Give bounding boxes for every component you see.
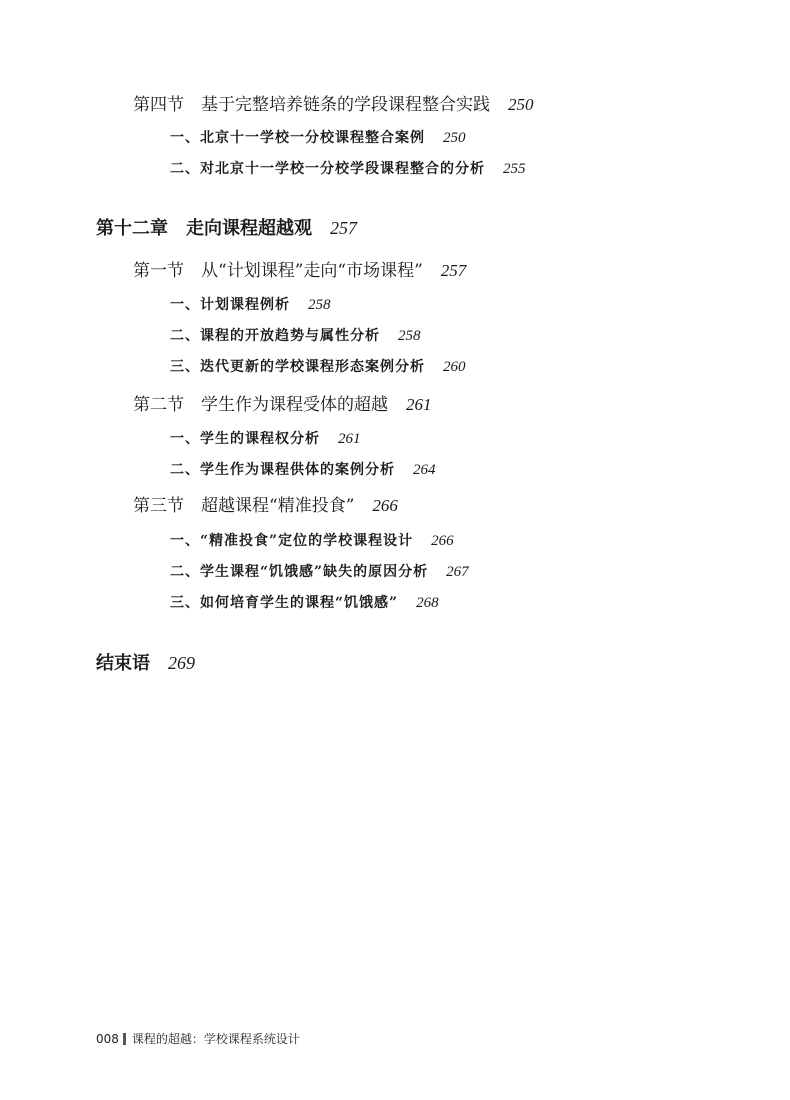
toc-item xyxy=(170,463,436,478)
toc-title: 一、“精准投食”定位的学校课程设计 xyxy=(170,533,414,549)
toc-page: 268 xyxy=(416,595,439,611)
toc-page: 266 xyxy=(372,496,398,515)
toc-item xyxy=(170,596,439,611)
toc-title: 二、对北京十一学校一分校学段课程整合的分析 xyxy=(170,161,485,177)
toc-conclusion xyxy=(96,654,195,673)
page-number: 008 xyxy=(96,1031,119,1046)
toc-item xyxy=(170,432,361,447)
toc-title: 第十二章 走向课程超越观 xyxy=(96,218,312,239)
footer-divider xyxy=(123,1033,126,1045)
toc-page: 258 xyxy=(398,328,421,344)
toc-title: 第二节 学生作为课程受体的超越 xyxy=(133,395,388,415)
toc-page: 258 xyxy=(308,297,331,313)
toc-title: 二、学生课程“饥饿感”缺失的原因分析 xyxy=(170,564,429,580)
book-title: 课程的超越：学校课程系统设计 xyxy=(131,1032,300,1046)
toc-title: 一、计划课程例析 xyxy=(170,297,290,313)
toc-title: 三、如何培育学生的课程“饥饿感” xyxy=(170,595,399,611)
toc-page: 257 xyxy=(440,261,467,280)
toc-title: 一、学生的课程权分析 xyxy=(170,431,320,447)
toc-title: 二、学生作为课程供体的案例分析 xyxy=(170,462,395,478)
toc-title: 三、迭代更新的学校课程形态案例分析 xyxy=(170,359,425,375)
toc-page: 266 xyxy=(431,533,454,549)
toc-section-1 xyxy=(133,262,466,280)
toc-item xyxy=(170,565,469,580)
toc-page: 261 xyxy=(406,395,432,414)
toc-item xyxy=(170,298,331,313)
toc-item xyxy=(170,131,466,146)
toc-chapter-12 xyxy=(96,219,357,238)
page-footer xyxy=(96,1030,300,1047)
toc-title: 第一节 从“计划课程”走向“市场课程” xyxy=(133,261,423,281)
toc-item xyxy=(170,329,421,344)
toc-page: 250 xyxy=(443,130,466,146)
toc-title: 第四节 基于完整培养链条的学段课程整合实践 xyxy=(133,95,490,115)
toc-page: 255 xyxy=(503,161,526,177)
toc-page: 257 xyxy=(330,218,357,238)
toc-title: 一、北京十一学校一分校课程整合案例 xyxy=(170,130,425,146)
toc-section-2 xyxy=(133,396,432,414)
toc-item xyxy=(170,360,466,375)
toc-page: 267 xyxy=(446,564,469,580)
toc-section-3 xyxy=(133,497,398,515)
toc-section-4 xyxy=(133,96,534,114)
toc-item xyxy=(170,534,454,549)
toc-page: 261 xyxy=(338,431,361,447)
toc-title: 结束语 xyxy=(96,653,150,674)
toc-title: 二、课程的开放趋势与属性分析 xyxy=(170,328,380,344)
toc-item xyxy=(170,162,526,177)
toc-page: 250 xyxy=(508,95,534,114)
toc-page: 260 xyxy=(443,359,466,375)
toc-title: 第三节 超越课程“精准投食” xyxy=(133,496,355,516)
toc-page: 269 xyxy=(168,653,195,673)
toc-page: 264 xyxy=(413,462,436,478)
